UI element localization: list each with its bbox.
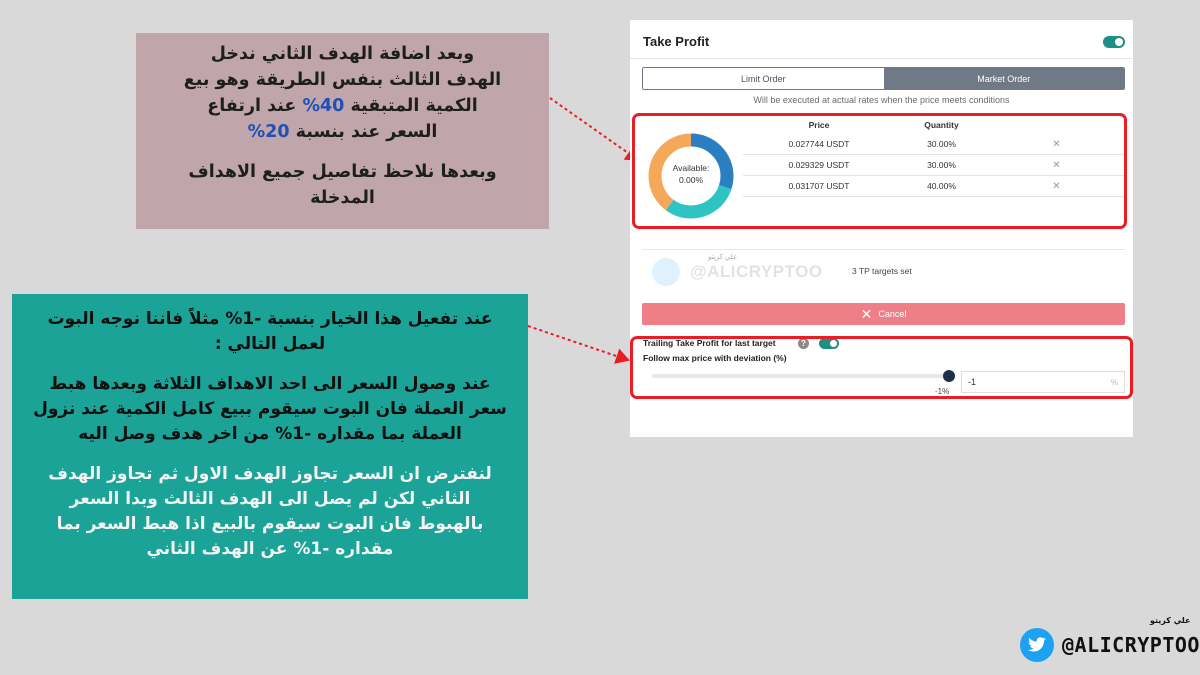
order-type-tabs [642, 67, 1125, 90]
pink-line-1: وبعد اضافة الهدف الثاني ندخل [210, 44, 475, 64]
help-icon[interactable]: ? [798, 338, 809, 349]
title-divider [630, 58, 1133, 59]
remove-target-icon[interactable]: ✕ [1052, 159, 1061, 171]
pink-line-4-a: السعر عند بنسبة [295, 122, 438, 142]
teal-line-2: لعمل التالي : [214, 334, 326, 354]
brand-handle: @ALICRYPTOO [1062, 633, 1200, 657]
deviation-value: -1 [968, 377, 977, 387]
teal-line-4: سعر العملة فان البوت سيقوم ببيع كامل الكمية عند نزول [33, 399, 507, 419]
header-price: Price [808, 120, 830, 130]
execution-note: Will be executed at actual rates when the price meets conditions [753, 95, 1010, 105]
pink-line-3-a: الكمية المتبقية [350, 96, 478, 116]
brand-footer [1020, 628, 1200, 662]
available-label: Available: [672, 163, 710, 173]
follow-deviation-label: Follow max price with deviation (%) [643, 353, 787, 363]
tab-limit-order[interactable]: Limit Order [643, 68, 884, 89]
pink-line-5: وبعدها نلاحظ تفاصيل جميع الاهداف [188, 162, 497, 182]
percent-unit: % [1110, 377, 1118, 387]
arrow-teal-to-trailing [528, 326, 628, 360]
pink-highlight-20: 20% [247, 122, 290, 142]
available-value: 0.00% [678, 175, 704, 185]
table-divider [642, 249, 1125, 250]
targets-set-count: 3 TP targets set [852, 266, 912, 276]
row-quantity: 30.00% [927, 160, 956, 170]
pink-line-3 [154, 93, 531, 119]
pink-line-4 [154, 119, 531, 145]
annotation-box-pink [136, 33, 549, 229]
cancel-label: Cancel [878, 309, 907, 319]
teal-line-9: مقداره -1% عن الهدف الثاني [146, 539, 394, 559]
header-quantity: Quantity [924, 120, 959, 130]
teal-line-7: الثاني لكن لم يصل الى الهدف الثالث وبدا السعر [69, 489, 471, 509]
pink-line-6: المدخلة [310, 188, 375, 208]
watermark-arabic: علي كريتو [708, 254, 738, 261]
brand-arabic-name: علي كريتو [1150, 616, 1191, 625]
panel-title: Take Profit [643, 34, 710, 49]
tab-market-order[interactable]: Market Order [884, 68, 1125, 89]
trailing-take-profit-label: Trailing Take Profit for last target [643, 338, 776, 348]
watermark [652, 258, 823, 286]
pink-line-2: الهدف الثالث بنفس الطريقة وهو بيع [183, 70, 502, 90]
twitter-bird-icon [652, 258, 680, 286]
remove-target-icon[interactable]: ✕ [1052, 180, 1061, 192]
close-icon: ✕ [860, 306, 873, 322]
take-profit-toggle[interactable] [1103, 36, 1125, 48]
pink-line-3-c: عند ارتفاع [207, 96, 297, 116]
teal-line-1: عند تفعيل هذا الخيار بنسبة -1% مثلاً فاننا نوجه البوت [47, 309, 493, 329]
row-price: 0.027744 USDT [788, 139, 850, 149]
row-price: 0.031707 USDT [788, 181, 850, 191]
remove-target-icon[interactable]: ✕ [1052, 138, 1061, 150]
teal-line-3: عند وصول السعر الى احد الاهداف الثلاثة وبعدها هبط [49, 374, 491, 394]
arrow-pink-to-targets [550, 98, 638, 160]
highlight-trailing [630, 336, 1133, 399]
highlight-targets [632, 113, 1127, 229]
cancel-button[interactable] [642, 303, 1125, 325]
twitter-icon [1020, 628, 1054, 662]
annotation-box-teal [12, 294, 528, 599]
row-quantity: 30.00% [927, 139, 956, 149]
pink-highlight-40: 40% [302, 96, 345, 116]
teal-line-8: بالهبوط فان البوت سيقوم بالبيع اذا هبط السعر بما [56, 514, 484, 534]
slider-tick-label: -1% [935, 387, 950, 396]
watermark-handle: @ALICRYPTOO [690, 262, 823, 281]
teal-line-6: لنفترض ان السعر تجاوز الهدف الاول ثم تجاوز الهدف [48, 464, 492, 484]
row-price: 0.029329 USDT [788, 160, 850, 170]
teal-line-5: العملة بما مقداره -1% من اخر هدف وصل اليه [78, 424, 462, 444]
row-quantity: 40.00% [927, 181, 956, 191]
